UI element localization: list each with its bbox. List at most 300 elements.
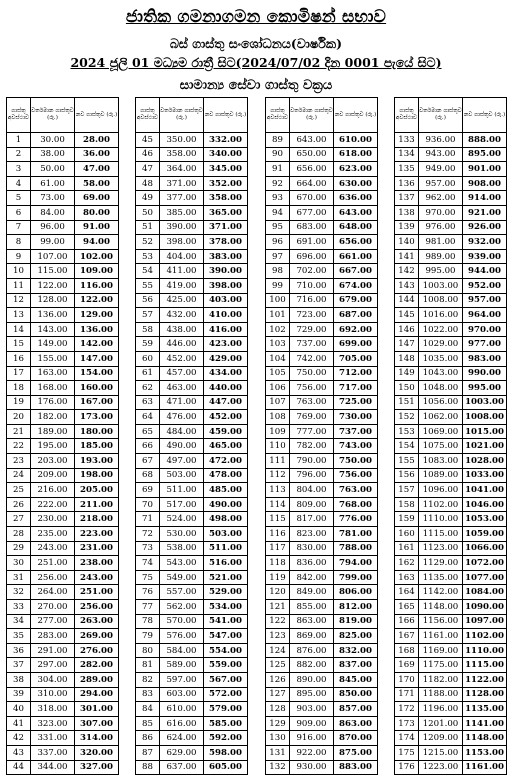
current-fare-cell: 1056.00	[419, 395, 463, 410]
table-row	[136, 439, 248, 454]
new-fare-cell: 667.00	[334, 264, 378, 279]
fare-stage-cell: 175	[395, 745, 419, 760]
current-fare-cell: 452.00	[160, 351, 204, 366]
new-fare-cell: 554.00	[204, 643, 248, 658]
current-fare-cell: 809.00	[290, 497, 334, 512]
new-fare-cell: 371.00	[204, 220, 248, 235]
current-fare-cell: 331.00	[31, 731, 75, 746]
current-fare-cell: 650.00	[290, 147, 334, 162]
new-fare-cell: 434.00	[204, 366, 248, 381]
current-fare-cell: 756.00	[290, 381, 334, 396]
new-fare-cell: 282.00	[75, 658, 119, 673]
table-row	[266, 760, 378, 775]
fare-stage-cell: 38	[7, 672, 31, 687]
table-row	[395, 672, 507, 687]
current-fare-cell: 1215.00	[419, 745, 463, 760]
new-fare-cell: 352.00	[204, 176, 248, 191]
current-fare-cell: 256.00	[31, 570, 75, 585]
table-row	[136, 614, 248, 629]
current-fare-cell: 1048.00	[419, 381, 463, 396]
new-fare-cell: 799.00	[334, 570, 378, 585]
current-fare-cell: 723.00	[290, 308, 334, 323]
new-fare-cell: 1097.00	[463, 614, 507, 629]
new-fare-cell: 511.00	[204, 541, 248, 556]
new-fare-cell: 223.00	[75, 527, 119, 542]
fare-stage-cell: 168	[395, 643, 419, 658]
table-row	[136, 745, 248, 760]
current-fare-cell: 1008.00	[419, 293, 463, 308]
table-row	[136, 570, 248, 585]
current-fare-cell: 804.00	[290, 483, 334, 498]
current-fare-cell: 729.00	[290, 322, 334, 337]
fare-stage-cell: 88	[136, 760, 160, 775]
fare-stage-cell: 77	[136, 600, 160, 615]
current-fare-cell: 584.00	[160, 643, 204, 658]
current-fare-cell: 398.00	[160, 235, 204, 250]
fare-stage-cell: 33	[7, 600, 31, 615]
fare-stage-cell: 24	[7, 468, 31, 483]
new-fare-cell: 423.00	[204, 337, 248, 352]
current-fare-cell: 425.00	[160, 293, 204, 308]
new-fare-cell: 875.00	[334, 745, 378, 760]
fare-stage-cell: 136	[395, 176, 419, 191]
table-row	[395, 424, 507, 439]
fare-stage-cell: 32	[7, 585, 31, 600]
new-fare-cell: 383.00	[204, 249, 248, 264]
fare-table-4	[394, 97, 507, 775]
new-fare-cell: 198.00	[75, 468, 119, 483]
current-fare-cell: 411.00	[160, 264, 204, 279]
table-row	[266, 366, 378, 381]
current-fare-cell: 763.00	[290, 395, 334, 410]
column-header-new-fare: නව ගාස්තුව (රු.)	[75, 98, 119, 133]
new-fare-cell: 977.00	[463, 337, 507, 352]
fare-stage-cell: 147	[395, 337, 419, 352]
current-fare-cell: 962.00	[419, 191, 463, 206]
table-row	[7, 176, 119, 191]
current-fare-cell: 922.00	[290, 745, 334, 760]
fare-stage-cell: 45	[136, 133, 160, 148]
current-fare-cell: 842.00	[290, 570, 334, 585]
current-fare-cell: 337.00	[31, 745, 75, 760]
table-row	[395, 293, 507, 308]
table-row	[7, 162, 119, 177]
fare-stage-cell: 163	[395, 570, 419, 585]
table-row	[266, 643, 378, 658]
current-fare-cell: 1069.00	[419, 424, 463, 439]
table-row	[7, 293, 119, 308]
fare-stage-cell: 22	[7, 439, 31, 454]
table-row	[136, 731, 248, 746]
table-row	[136, 162, 248, 177]
new-fare-cell: 80.00	[75, 205, 119, 220]
new-fare-cell: 1148.00	[463, 731, 507, 746]
new-fare-cell: 410.00	[204, 308, 248, 323]
current-fare-cell: 855.00	[290, 600, 334, 615]
current-fare-cell: 291.00	[31, 643, 75, 658]
fare-stage-cell: 13	[7, 308, 31, 323]
table-row	[395, 629, 507, 644]
new-fare-cell: 717.00	[334, 381, 378, 396]
table-row	[395, 249, 507, 264]
fare-stage-cell: 17	[7, 366, 31, 381]
new-fare-cell: 806.00	[334, 585, 378, 600]
current-fare-cell: 616.00	[160, 716, 204, 731]
current-fare-cell: 323.00	[31, 716, 75, 731]
fare-stage-cell: 153	[395, 424, 419, 439]
current-fare-cell: 742.00	[290, 351, 334, 366]
new-fare-cell: 605.00	[204, 760, 248, 775]
fare-stage-cell: 112	[266, 468, 290, 483]
table-row	[7, 191, 119, 206]
table-row	[395, 600, 507, 615]
fare-table-1	[6, 97, 119, 775]
fare-stage-cell: 49	[136, 191, 160, 206]
fare-stage-cell: 126	[266, 672, 290, 687]
new-fare-cell: 1115.00	[463, 658, 507, 673]
table-row	[7, 235, 119, 250]
current-fare-cell: 737.00	[290, 337, 334, 352]
current-fare-cell: 981.00	[419, 235, 463, 250]
current-fare-cell: 830.00	[290, 541, 334, 556]
table-row	[7, 716, 119, 731]
table-row	[7, 600, 119, 615]
fare-stage-cell: 167	[395, 629, 419, 644]
table-row	[395, 133, 507, 148]
new-fare-cell: 788.00	[334, 541, 378, 556]
table-heading: සාමාන්‍ය සේවා ගාස්තු වක්‍රය	[179, 78, 333, 93]
table-row	[266, 337, 378, 352]
fare-stage-cell: 16	[7, 351, 31, 366]
new-fare-cell: 541.00	[204, 614, 248, 629]
new-fare-cell: 725.00	[334, 395, 378, 410]
table-row	[395, 220, 507, 235]
new-fare-cell: 598.00	[204, 745, 248, 760]
new-fare-cell: 1028.00	[463, 454, 507, 469]
table-row	[266, 731, 378, 746]
table-row	[7, 541, 119, 556]
new-fare-cell: 1015.00	[463, 424, 507, 439]
fare-stage-cell: 18	[7, 381, 31, 396]
fare-table-2	[135, 97, 248, 775]
fare-stage-cell: 139	[395, 220, 419, 235]
current-fare-cell: 1142.00	[419, 585, 463, 600]
fare-stage-cell: 61	[136, 366, 160, 381]
current-fare-cell: 710.00	[290, 278, 334, 293]
current-fare-cell: 603.00	[160, 687, 204, 702]
new-fare-cell: 136.00	[75, 322, 119, 337]
fare-stage-cell: 107	[266, 395, 290, 410]
new-fare-cell: 932.00	[463, 235, 507, 250]
current-fare-cell: 777.00	[290, 424, 334, 439]
current-fare-cell: 670.00	[290, 191, 334, 206]
fare-stage-cell: 2	[7, 147, 31, 162]
fare-stage-cell: 160	[395, 527, 419, 542]
current-fare-cell: 1161.00	[419, 629, 463, 644]
table-row	[395, 395, 507, 410]
new-fare-cell: 888.00	[463, 133, 507, 148]
new-fare-cell: 243.00	[75, 570, 119, 585]
new-fare-cell: 91.00	[75, 220, 119, 235]
table-row	[136, 205, 248, 220]
fare-stage-cell: 26	[7, 497, 31, 512]
table-row	[136, 585, 248, 600]
table-row	[395, 585, 507, 600]
current-fare-cell: 73.00	[31, 191, 75, 206]
current-fare-cell: 189.00	[31, 424, 75, 439]
new-fare-cell: 485.00	[204, 483, 248, 498]
table-row	[395, 512, 507, 527]
table-row	[7, 220, 119, 235]
table-row	[266, 147, 378, 162]
table-row	[395, 658, 507, 673]
table-row	[136, 702, 248, 717]
fare-stage-cell: 95	[266, 220, 290, 235]
fare-stage-cell: 131	[266, 745, 290, 760]
current-fare-cell: 949.00	[419, 162, 463, 177]
current-fare-cell: 1148.00	[419, 600, 463, 615]
new-fare-cell: 122.00	[75, 293, 119, 308]
current-fare-cell: 1110.00	[419, 512, 463, 527]
new-fare-cell: 939.00	[463, 249, 507, 264]
current-fare-cell: 503.00	[160, 468, 204, 483]
fare-stage-cell: 170	[395, 672, 419, 687]
current-fare-cell: 511.00	[160, 483, 204, 498]
current-fare-cell: 656.00	[290, 162, 334, 177]
current-fare-cell: 216.00	[31, 483, 75, 498]
current-fare-cell: 1201.00	[419, 716, 463, 731]
current-fare-cell: 243.00	[31, 541, 75, 556]
fare-stage-cell: 104	[266, 351, 290, 366]
fare-stage-cell: 70	[136, 497, 160, 512]
new-fare-cell: 579.00	[204, 702, 248, 717]
new-fare-cell: 1046.00	[463, 497, 507, 512]
fare-stage-cell: 120	[266, 585, 290, 600]
new-fare-cell: 1041.00	[463, 483, 507, 498]
table-row	[7, 366, 119, 381]
fare-stage-cell: 91	[266, 162, 290, 177]
new-fare-cell: 231.00	[75, 541, 119, 556]
table-row	[266, 381, 378, 396]
fare-stage-cell: 172	[395, 702, 419, 717]
fare-stage-cell: 65	[136, 424, 160, 439]
fare-stage-cell: 63	[136, 395, 160, 410]
fare-stage-cell: 72	[136, 527, 160, 542]
fare-stage-cell: 114	[266, 497, 290, 512]
current-fare-cell: 1156.00	[419, 614, 463, 629]
table-header-row	[136, 98, 248, 133]
new-fare-cell: 327.00	[75, 760, 119, 775]
new-fare-cell: 102.00	[75, 249, 119, 264]
table-row	[136, 220, 248, 235]
fare-stage-cell: 145	[395, 308, 419, 323]
new-fare-cell: 618.00	[334, 147, 378, 162]
table-row	[7, 278, 119, 293]
table-row	[395, 410, 507, 425]
current-fare-cell: 863.00	[290, 614, 334, 629]
fare-stage-cell: 46	[136, 147, 160, 162]
fare-stage-cell: 157	[395, 483, 419, 498]
current-fare-cell: 1089.00	[419, 468, 463, 483]
table-row	[266, 541, 378, 556]
current-fare-cell: 538.00	[160, 541, 204, 556]
fare-stage-cell: 79	[136, 629, 160, 644]
new-fare-cell: 957.00	[463, 293, 507, 308]
new-fare-cell: 699.00	[334, 337, 378, 352]
current-fare-cell: 1083.00	[419, 454, 463, 469]
current-fare-cell: 1029.00	[419, 337, 463, 352]
fare-stage-cell: 68	[136, 468, 160, 483]
current-fare-cell: 1102.00	[419, 497, 463, 512]
new-fare-cell: 294.00	[75, 687, 119, 702]
new-fare-cell: 154.00	[75, 366, 119, 381]
table-row	[136, 381, 248, 396]
fare-stage-cell: 85	[136, 716, 160, 731]
current-fare-cell: 1035.00	[419, 351, 463, 366]
table-row	[7, 264, 119, 279]
table-row	[266, 512, 378, 527]
current-fare-cell: 1022.00	[419, 322, 463, 337]
current-fare-cell: 882.00	[290, 658, 334, 673]
table-row	[395, 468, 507, 483]
new-fare-cell: 921.00	[463, 205, 507, 220]
current-fare-cell: 297.00	[31, 658, 75, 673]
fare-stage-cell: 102	[266, 322, 290, 337]
current-fare-cell: 823.00	[290, 527, 334, 542]
new-fare-cell: 459.00	[204, 424, 248, 439]
new-fare-cell: 307.00	[75, 716, 119, 731]
current-fare-cell: 277.00	[31, 614, 75, 629]
new-fare-cell: 863.00	[334, 716, 378, 731]
new-fare-cell: 661.00	[334, 249, 378, 264]
new-fare-cell: 1021.00	[463, 439, 507, 454]
fare-stage-cell: 51	[136, 220, 160, 235]
fare-stage-cell: 67	[136, 454, 160, 469]
fare-stage-cell: 158	[395, 497, 419, 512]
table-row	[395, 731, 507, 746]
current-fare-cell: 149.00	[31, 337, 75, 352]
new-fare-cell: 914.00	[463, 191, 507, 206]
current-fare-cell: 637.00	[160, 760, 204, 775]
current-fare-cell: 836.00	[290, 556, 334, 571]
fare-stage-cell: 64	[136, 410, 160, 425]
new-fare-cell: 559.00	[204, 658, 248, 673]
current-fare-cell: 1043.00	[419, 366, 463, 381]
current-fare-cell: 683.00	[290, 220, 334, 235]
current-fare-cell: 909.00	[290, 716, 334, 731]
current-fare-cell: 664.00	[290, 176, 334, 191]
current-fare-cell: 1075.00	[419, 439, 463, 454]
column-header-current-fare: වර්තමාන ගාස්තුව (රු.)	[290, 98, 334, 133]
fare-stage-cell: 4	[7, 176, 31, 191]
new-fare-cell: 812.00	[334, 600, 378, 615]
new-fare-cell: 398.00	[204, 278, 248, 293]
new-fare-cell: 674.00	[334, 278, 378, 293]
fare-stage-cell: 113	[266, 483, 290, 498]
fare-stage-cell: 108	[266, 410, 290, 425]
current-fare-cell: 1115.00	[419, 527, 463, 542]
current-fare-cell: 557.00	[160, 585, 204, 600]
fare-stage-cell: 12	[7, 293, 31, 308]
new-fare-cell: 656.00	[334, 235, 378, 250]
current-fare-cell: 203.00	[31, 454, 75, 469]
current-fare-cell: 589.00	[160, 658, 204, 673]
new-fare-cell: 521.00	[204, 570, 248, 585]
fare-stage-cell: 14	[7, 322, 31, 337]
fare-stage-cell: 23	[7, 454, 31, 469]
fare-stage-cell: 36	[7, 643, 31, 658]
current-fare-cell: 1223.00	[419, 760, 463, 775]
table-row	[136, 600, 248, 615]
new-fare-cell: 269.00	[75, 629, 119, 644]
fare-stage-cell: 15	[7, 337, 31, 352]
current-fare-cell: 562.00	[160, 600, 204, 615]
document-title: ජාතික ගමනාගමන කොමිෂන් සභාව	[125, 7, 387, 27]
new-fare-cell: 452.00	[204, 410, 248, 425]
current-fare-cell: 438.00	[160, 322, 204, 337]
new-fare-cell: 837.00	[334, 658, 378, 673]
new-fare-cell: 1072.00	[463, 556, 507, 571]
table-row	[395, 366, 507, 381]
fare-stage-cell: 116	[266, 527, 290, 542]
table-row	[266, 235, 378, 250]
current-fare-cell: 1129.00	[419, 556, 463, 571]
fare-stage-cell: 82	[136, 672, 160, 687]
table-row	[7, 556, 119, 571]
fare-stage-cell: 110	[266, 439, 290, 454]
fare-stage-cell: 162	[395, 556, 419, 571]
table-row	[7, 133, 119, 148]
fare-stage-cell: 128	[266, 702, 290, 717]
table-row	[266, 322, 378, 337]
table-row	[136, 278, 248, 293]
fare-stage-cell: 100	[266, 293, 290, 308]
new-fare-cell: 776.00	[334, 512, 378, 527]
fare-stage-cell: 125	[266, 658, 290, 673]
table-row	[395, 351, 507, 366]
table-row	[266, 351, 378, 366]
fare-stage-cell: 143	[395, 278, 419, 293]
column-header-new-fare: නව ගාස්තුව (රු.)	[463, 98, 507, 133]
fare-stage-cell: 83	[136, 687, 160, 702]
fare-stage-cell: 154	[395, 439, 419, 454]
table-row	[7, 497, 119, 512]
fare-stage-cell: 8	[7, 235, 31, 250]
current-fare-cell: 136.00	[31, 308, 75, 323]
fare-stage-cell: 31	[7, 570, 31, 585]
current-fare-cell: 38.00	[31, 147, 75, 162]
fare-stage-cell: 97	[266, 249, 290, 264]
table-header-row	[395, 98, 507, 133]
table-row	[395, 760, 507, 775]
fare-stage-cell: 150	[395, 381, 419, 396]
current-fare-cell: 570.00	[160, 614, 204, 629]
fare-stage-cell: 173	[395, 716, 419, 731]
table-row	[136, 147, 248, 162]
new-fare-cell: 692.00	[334, 322, 378, 337]
fare-stage-cell: 71	[136, 512, 160, 527]
fare-stage-cell: 166	[395, 614, 419, 629]
fare-stage-cell: 84	[136, 702, 160, 717]
table-row	[7, 585, 119, 600]
new-fare-cell: 478.00	[204, 468, 248, 483]
new-fare-cell: 1161.00	[463, 760, 507, 775]
fare-stage-cell: 146	[395, 322, 419, 337]
table-row	[136, 308, 248, 323]
fare-stage-cell: 124	[266, 643, 290, 658]
new-fare-cell: 36.00	[75, 147, 119, 162]
fare-stage-cell: 62	[136, 381, 160, 396]
